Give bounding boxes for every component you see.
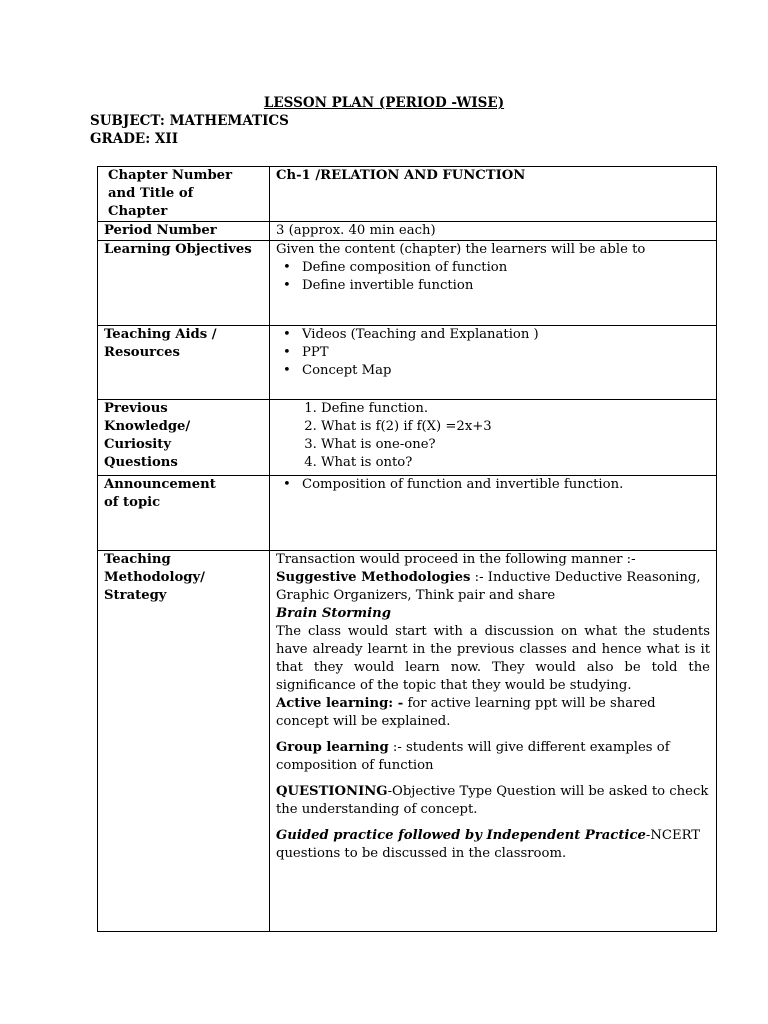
grade-line: GRADE: XII — [90, 131, 179, 147]
row-objectives — [98, 241, 717, 326]
row-chapter — [98, 167, 717, 222]
teaching-aids-label — [98, 326, 270, 400]
announcement-list — [276, 476, 710, 494]
row-announcement — [98, 476, 717, 551]
active-learning — [276, 695, 710, 731]
suggestive-label: Suggestive Methodologies — [276, 570, 471, 585]
list-item: • Define composition of function — [302, 259, 710, 277]
chapter-title: Ch-1 /RELATION AND FUNCTION — [276, 168, 526, 183]
methodology-intro: Transaction would proceed in the following manner :- — [276, 552, 636, 567]
active-learning-label: Active learning: - — [276, 696, 404, 711]
previous-knowledge-list — [276, 400, 710, 472]
announcement-value — [270, 476, 717, 551]
guided-practice-label: Guided practice followed by Independent Practice — [276, 828, 646, 843]
brain-storming-label: Brain Storming — [276, 606, 391, 621]
list-item: • PPT — [302, 344, 710, 362]
list-item: 4. What is onto? — [321, 454, 710, 472]
objectives-value — [270, 241, 717, 326]
previous-knowledge-label-line: Previous — [104, 401, 168, 416]
period-label: Period Number — [98, 222, 270, 241]
teaching-aids-list — [276, 326, 710, 380]
list-item: • Define invertible function — [302, 277, 710, 295]
objectives-intro: Given the content (chapter) the learners will be able to — [276, 242, 646, 257]
announcement-label — [98, 476, 270, 551]
teaching-aids-label-line: Teaching Aids / — [104, 327, 217, 342]
subject-line: SUBJECT: MATHEMATICS — [90, 113, 289, 129]
guided-practice — [276, 827, 710, 863]
methodology-label-line: Methodology/ — [104, 570, 205, 585]
questioning-label: QUESTIONING — [276, 784, 388, 799]
questioning — [276, 783, 710, 819]
suggestive-methodologies — [276, 569, 710, 605]
previous-knowledge-label-line: Questions — [104, 455, 178, 470]
list-item: 3. What is one-one? — [321, 436, 710, 454]
period-value: 3 (approx. 40 min each) — [270, 222, 717, 241]
announcement-label-line: Announcement — [104, 477, 216, 492]
group-learning-text: :- students will give different examples of composition of function — [276, 740, 670, 773]
previous-knowledge-label — [98, 400, 270, 476]
brain-storming-heading — [276, 605, 710, 623]
previous-knowledge-value — [270, 400, 717, 476]
methodology-label-line: Teaching — [104, 552, 171, 567]
group-learning-label: Group learning — [276, 740, 389, 755]
chapter-label-line: and Title of — [108, 186, 194, 201]
list-item: • Composition of function and invertible function. — [302, 476, 710, 494]
previous-knowledge-label-line: Knowledge/ — [104, 419, 191, 434]
teaching-aids-value — [270, 326, 717, 400]
methodology-label — [98, 551, 270, 932]
objectives-list — [276, 259, 710, 295]
lesson-plan-table — [97, 166, 717, 932]
chapter-value — [270, 167, 717, 222]
previous-knowledge-label-line: Curiosity — [104, 437, 172, 452]
row-methodology — [98, 551, 717, 932]
row-teaching-aids — [98, 326, 717, 400]
methodology-label-line: Strategy — [104, 588, 167, 603]
group-learning — [276, 739, 710, 775]
list-item: • Concept Map — [302, 362, 710, 380]
announcement-label-line: of topic — [104, 495, 161, 510]
objectives-label: Learning Objectives — [98, 241, 270, 326]
teaching-aids-label-line: Resources — [104, 345, 180, 360]
chapter-label — [98, 167, 270, 222]
row-period — [98, 222, 717, 241]
suggestive-text: :- Inductive Deductive Reasoning, Graphic Organizers, Think pair and share — [276, 570, 701, 603]
questioning-text: -Objective Type Question will be asked to check the understanding of concept. — [276, 784, 709, 817]
brain-storming-text: The class would start with a discussion on what the students have already learnt in the previous classes and hence what is it that they would learn now. They would also be told the significance of the topic that they would be studying. — [276, 624, 710, 693]
list-item: 1. Define function. — [321, 400, 710, 418]
active-learning-text: for active learning ppt will be shared concept will be explained. — [276, 696, 656, 729]
row-previous-knowledge — [98, 400, 717, 476]
list-item: • Videos (Teaching and Explanation ) — [302, 326, 710, 344]
list-item: 2. What is f(2) if f(X) =2x+3 — [321, 418, 710, 436]
guided-practice-text: -NCERT questions to be discussed in the classroom. — [276, 828, 701, 861]
document-title: LESSON PLAN (PERIOD -WISE) — [263, 95, 505, 111]
chapter-label-line: Chapter — [108, 204, 168, 219]
chapter-label-line: Chapter Number — [108, 168, 233, 183]
methodology-value — [270, 551, 717, 932]
